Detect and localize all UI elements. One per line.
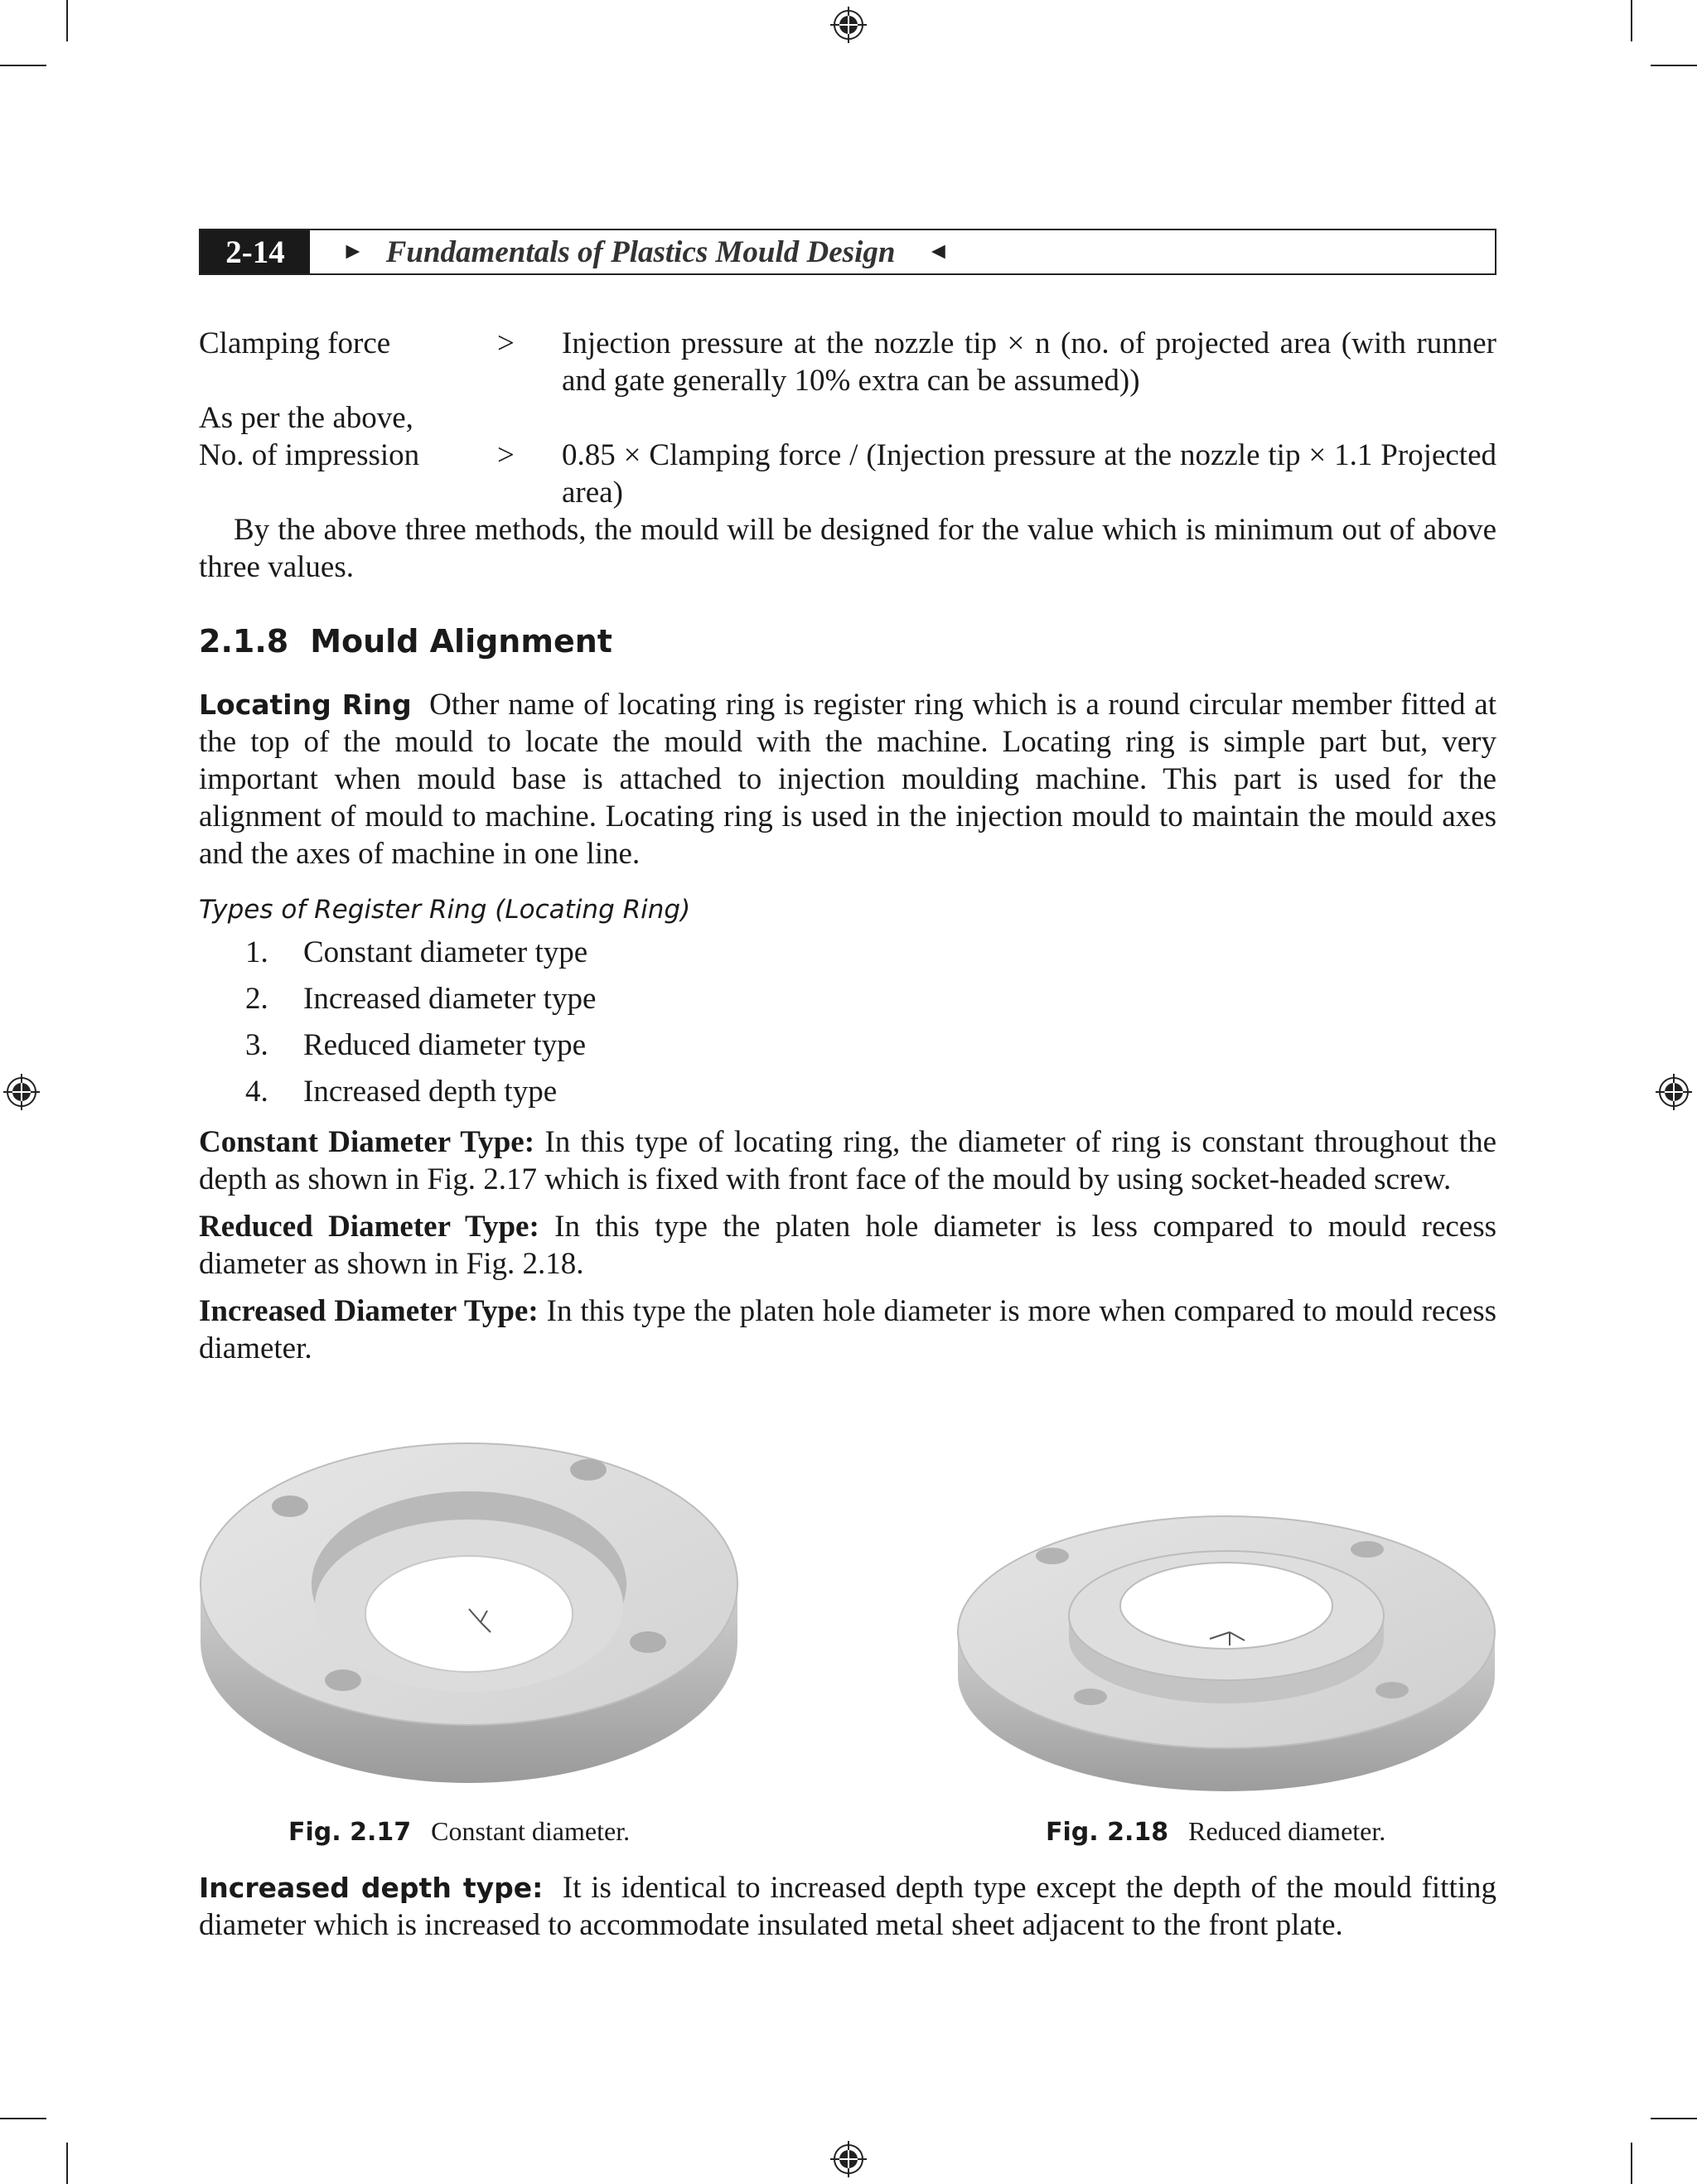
- formula-operator: >: [497, 326, 515, 360]
- crop-mark: [1631, 0, 1632, 41]
- registration-mark-icon: [830, 2141, 867, 2177]
- formula-expression: 0.85 × Clamping force / (Injection pressure at the nozzle tip × 1.1 Projected area): [562, 438, 1496, 510]
- figure-label: Fig. 2.17: [288, 1818, 412, 1847]
- crop-mark: [1651, 2118, 1697, 2119]
- formula-row: [199, 437, 1496, 511]
- crop-mark: [1651, 65, 1697, 66]
- formula-term: As per the above,: [199, 401, 413, 435]
- crop-mark: [66, 2143, 68, 2184]
- methods-paragraph: By the above three methods, the mould will be designed for the value which is minimum out of above three values.: [199, 513, 1496, 584]
- types-heading: Types of Register Ring (Locating Ring): [199, 895, 691, 925]
- formula-row: [199, 399, 1496, 437]
- list-item: 3. Reduced diameter type: [245, 1028, 587, 1062]
- type-descriptions: [199, 1123, 1496, 1367]
- figure-caption-text: Constant diameter.: [431, 1816, 631, 1846]
- section-heading: [199, 623, 612, 660]
- constant-diameter-paragraph: Constant Diameter Type: In this type of locating ring, the diameter of ring is constant throughout the depth as shown in Fig. 2.17 which is fixed with front face of the mould by using socket-headed screw.: [199, 1125, 1496, 1196]
- section-title: Mould Alignment: [310, 623, 612, 660]
- arrow-left-icon: ◄: [926, 239, 950, 264]
- figure-constant-diameter-ring: [196, 1418, 742, 1796]
- crop-mark: [66, 0, 68, 41]
- crop-mark: [0, 2118, 46, 2119]
- increased-depth-paragraph: [199, 1869, 1496, 1944]
- paragraph-lead: Increased depth type:: [199, 1872, 544, 1904]
- section-number: 2.1.8: [199, 623, 289, 660]
- figure-caption: [1046, 1816, 1385, 1847]
- arrow-right-icon: ►: [341, 239, 365, 264]
- paragraph-lead: Locating Ring: [199, 689, 412, 721]
- figure-reduced-diameter-ring: [953, 1491, 1500, 1798]
- crop-mark: [1631, 2143, 1632, 2184]
- types-list: [245, 935, 596, 1120]
- figure-caption: [288, 1816, 630, 1847]
- increased-diameter-paragraph: Increased Diameter Type: In this type the platen hole diameter is more when compared to mould recess diameter.: [199, 1294, 1496, 1365]
- formula-term: Clamping force: [199, 326, 391, 360]
- formula-operator: >: [497, 438, 515, 472]
- formula-term: No. of impression: [199, 438, 420, 472]
- book-title: Fundamentals of Plastics Mould Design: [385, 234, 896, 269]
- figure-caption-text: Reduced diameter.: [1188, 1816, 1386, 1846]
- running-head: [199, 229, 1496, 275]
- reduced-diameter-paragraph: Reduced Diameter Type: In this type the platen hole diameter is less compared to mould recess diameter as shown in Fig. 2.18.: [199, 1210, 1497, 1281]
- paragraph-text: Other name of locating ring is register ring which is a round circular member fitted at the top of the mould to locate the mould with the machine. Locating ring is simple part but, very important when mould base is attached to injection moulding machine. This part is used for the alignment of mould to machine. Locating ring is used in the injection mould to maintain the mould axes and the axes of machine in one line.: [199, 688, 1496, 871]
- crop-mark: [0, 65, 46, 66]
- formula-expression: Injection pressure at the nozzle tip × n (no. of projected area (with runner and gate generally 10% extra can be assumed)): [562, 326, 1496, 398]
- registration-mark-icon: [1656, 1074, 1692, 1110]
- figure-label: Fig. 2.18: [1046, 1818, 1169, 1847]
- list-item: 1. Constant diameter type: [245, 935, 588, 969]
- list-item: 2. Increased diameter type: [245, 982, 597, 1016]
- formula-row: [199, 325, 1496, 399]
- page-number: 2-14: [201, 230, 310, 273]
- registration-mark-icon: [3, 1074, 40, 1110]
- paragraph-text: It is identical to increased depth type except the depth of the mould fitting diameter which is increased to accommodate insulated metal sheet adjacent to the front plate.: [199, 1871, 1497, 1942]
- list-item: 4. Increased depth type: [245, 1075, 558, 1109]
- registration-mark-icon: [830, 7, 867, 43]
- locating-ring-paragraph: [199, 686, 1496, 872]
- formula-block: [199, 325, 1496, 586]
